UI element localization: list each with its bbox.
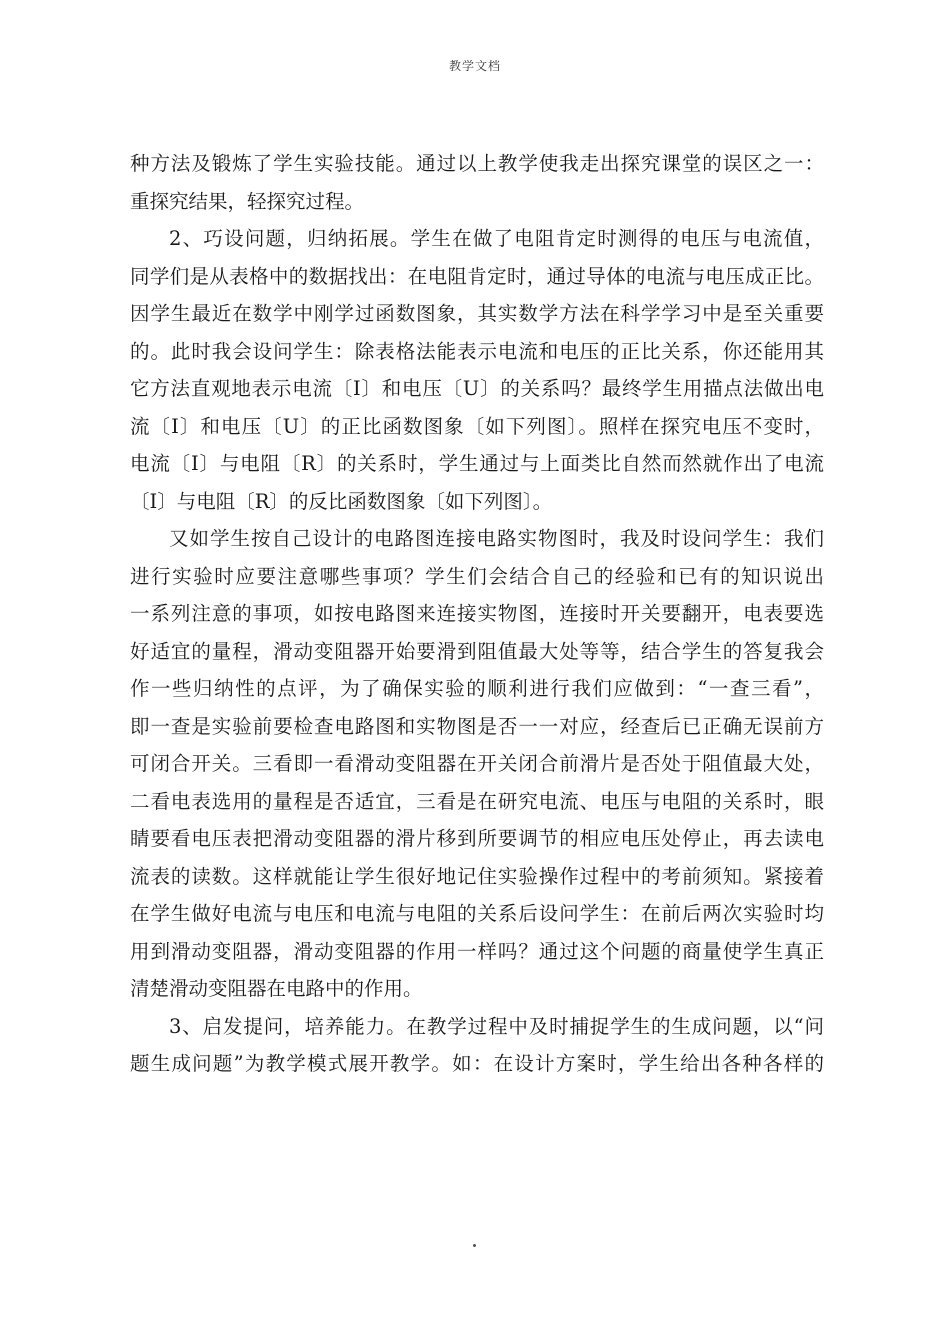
paragraph-3 [130, 520, 824, 1008]
text-line: 〔I〕与电阻〔R〕的反比函数图象〔如下列图〕。 [130, 489, 553, 513]
text-line: 因学生最近在数学中刚学过函数图象，其实数学方法在科学学习中是至关重要 [130, 302, 824, 325]
text-line: 又如学生按自己设计的电路图连接电路实物图时，我及时设问学生：我们 [169, 527, 824, 550]
text-line: 即一查是实验前要检查电路图和实物图是否一一对应，经查后已正确无误前方 [130, 714, 824, 738]
document-header: 教学文档 [448, 59, 501, 73]
text-line: 清楚滑动变阻器在电路中的作用。 [130, 977, 423, 1000]
page-footer-dot [473, 1244, 476, 1247]
text-line: 同学们是从表格中的数据找出：在电阻肯定时，通过导体的电流与电压成正比。 [130, 264, 824, 288]
text-line: 睛要看电压表把滑动变阻器的滑片移到所要调节的相应电压处停止，再去读电 [130, 827, 824, 850]
document-body [130, 145, 824, 1083]
text-line: 种方法及锻炼了学生实验技能。通过以上教学使我走出探究课堂的误区之一： [130, 152, 824, 175]
text-line: 用到滑动变阻器，滑动变阻器的作用一样吗？通过这个问题的商量使学生真正 [130, 939, 824, 963]
paragraph-2 [130, 220, 824, 520]
paragraph-1 [130, 145, 824, 220]
text-line: 重探究结果，轻探究过程。 [130, 189, 365, 213]
text-line: 它方法直观地表示电流〔I〕和电压〔U〕的关系吗？最终学生用描点法做出电 [130, 377, 824, 400]
text-line: 进行实验时应要注意哪些事项？学生们会结合自己的经验和已有的知识说出 [130, 564, 824, 588]
text-line: 作一些归纳性的点评，为了确保实验的顺利进行我们应做到：“一查三看”， [130, 677, 824, 700]
text-line: 二看电表选用的量程是否适宜，三看是在研究电流、电压与电阻的关系时，眼 [130, 789, 824, 813]
text-line: 好适宜的量程，滑动变阻器开始要滑到阻值最大处等等，结合学生的答复我会 [130, 639, 824, 663]
text-line: 电流〔I〕与电阻〔R〕的关系时，学生通过与上面类比自然而然就作出了电流 [130, 452, 824, 475]
text-line: 流〔I〕和电压〔U〕的正比函数图象〔如下列图〕。照样在探究电压不变时， [130, 414, 824, 438]
text-line: 在学生做好电流与电压和电流与电阻的关系后设问学生：在前后两次实验时均 [130, 902, 824, 925]
text-line: 3、启发提问，培养能力。在教学过程中及时捕捉学生的生成问题，以“问 [169, 1014, 824, 1038]
text-line: 的。此时我会设问学生：除表格法能表示电流和电压的正比关系，你还能用其 [130, 339, 824, 363]
text-line: 流表的读数。这样就能让学生很好地记住实验操作过程中的考前须知。紧接着 [130, 864, 824, 888]
text-line: 2、巧设问题，归纳拓展。学生在做了电阻肯定时测得的电压与电流值， [169, 227, 824, 250]
paragraph-4 [130, 1008, 824, 1083]
text-line: 题生成问题”为教学模式展开教学。如：在设计方案时，学生给出各种各样的 [130, 1052, 824, 1075]
text-line: 可闭合开关。三看即一看滑动变阻器在开关闭合前滑片是否处于阻值最大处， [130, 752, 824, 775]
text-line: 一系列注意的事项，如按电路图来连接实物图，连接时开关要翻开，电表要选 [130, 602, 824, 625]
